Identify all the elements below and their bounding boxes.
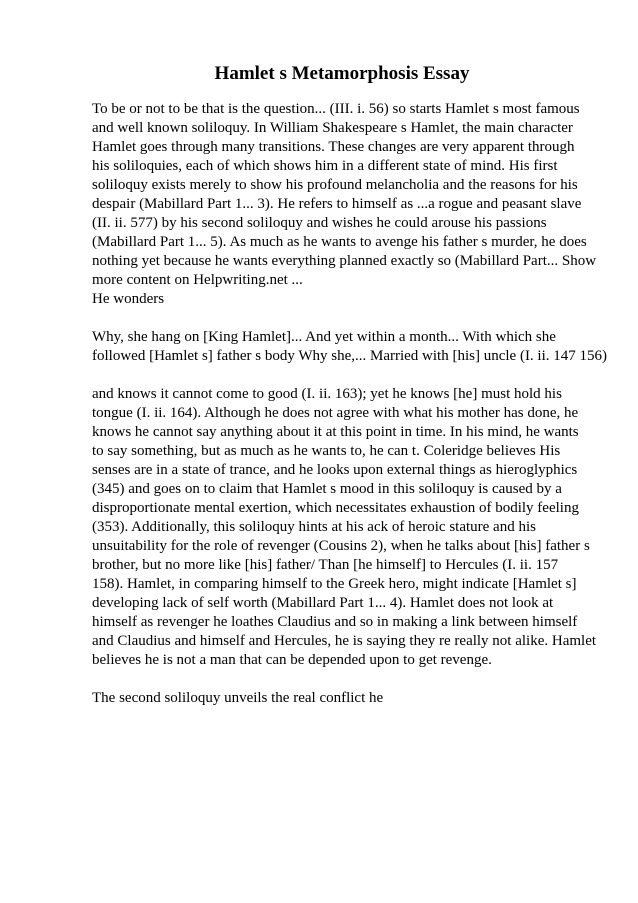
text-line: more content on Helpwriting.net ...	[92, 272, 303, 288]
document-body	[92, 100, 608, 708]
text-line: (353). Additionally, this soliloquy hints at his ack of heroic stature and his	[92, 519, 536, 535]
text-line: (345) and goes on to claim that Hamlet s mood in this soliloquy is caused by a	[92, 481, 562, 497]
text-line: 158). Hamlet, in comparing himself to the Greek hero, might indicate [Hamlet s]	[92, 576, 577, 592]
paragraph	[92, 689, 598, 708]
text-line: Why, she hang on [King Hamlet]... And yet within a month... With which she	[92, 329, 556, 345]
text-line: believes he is not a man that can be depended upon to get revenge.	[92, 652, 492, 668]
text-line: and well known soliloquy. In William Shakespeare s Hamlet, the main character	[92, 120, 573, 136]
text-line: knows he cannot say anything about it at this point in time. In his mind, he wants	[92, 424, 579, 440]
text-line: soliloquy exists merely to show his profound melancholia and the reasons for his	[92, 177, 578, 193]
text-line: his soliloquies, each of which shows him in a different state of mind. His first	[92, 158, 558, 174]
paragraph	[92, 328, 608, 366]
text-line: and knows it cannot come to good (I. ii. 163); yet he knows [he] must hold his	[92, 386, 562, 402]
text-line: disproportionate mental exertion, which necessitates exhaustion of bodily feeling	[92, 500, 579, 516]
text-line: unsuitability for the role of revenger (Cousins 2), when he talks about [his] father s	[92, 538, 590, 554]
text-line: To be or not to be that is the question... (III. i. 56) so starts Hamlet s most famous	[92, 101, 580, 117]
paragraph	[92, 385, 598, 670]
text-line: (II. ii. 577) by his second soliloquy and wishes he could arouse his passions	[92, 215, 547, 231]
text-line: followed [Hamlet s] father s body Why she,... Married with [his] uncle (I. ii. 147 156)	[92, 348, 608, 364]
text-line: Hamlet goes through many transitions. These changes are very apparent through	[92, 139, 575, 155]
text-line: The second soliloquy unveils the real conflict he	[92, 690, 384, 706]
text-line: despair (Mabillard Part 1... 3). He refers to himself as ...a rogue and peasant slave	[92, 196, 582, 212]
text-line: developing lack of self worth (Mabillard Part 1... 4). Hamlet does not look at	[92, 595, 554, 611]
text-line: brother, but no more like [his] father/ Than [he himself] to Hercules (I. ii. 157	[92, 557, 559, 573]
paragraph	[92, 100, 598, 309]
text-line: and Claudius and himself and Hercules, he is saying they re really not alike. Hamlet	[92, 633, 597, 649]
text-line: himself as revenger he loathes Claudius and so in making a link between himself	[92, 614, 578, 630]
text-line: He wonders	[92, 291, 165, 307]
text-line: to say something, but as much as he wants to, he can t. Coleridge believes His	[92, 443, 561, 459]
text-line: tongue (I. ii. 164). Although he does not agree with what his mother has done, he	[92, 405, 579, 421]
text-line: nothing yet because he wants everything planned exactly so (Mabillard Part... Show	[92, 253, 597, 269]
document-title: Hamlet s Metamorphosis Essay	[214, 63, 470, 84]
text-line: (Mabillard Part 1... 5). As much as he wants to avenge his father s murder, he does	[92, 234, 587, 250]
text-line: senses are in a state of trance, and he looks upon external things as hieroglyphics	[92, 462, 578, 478]
